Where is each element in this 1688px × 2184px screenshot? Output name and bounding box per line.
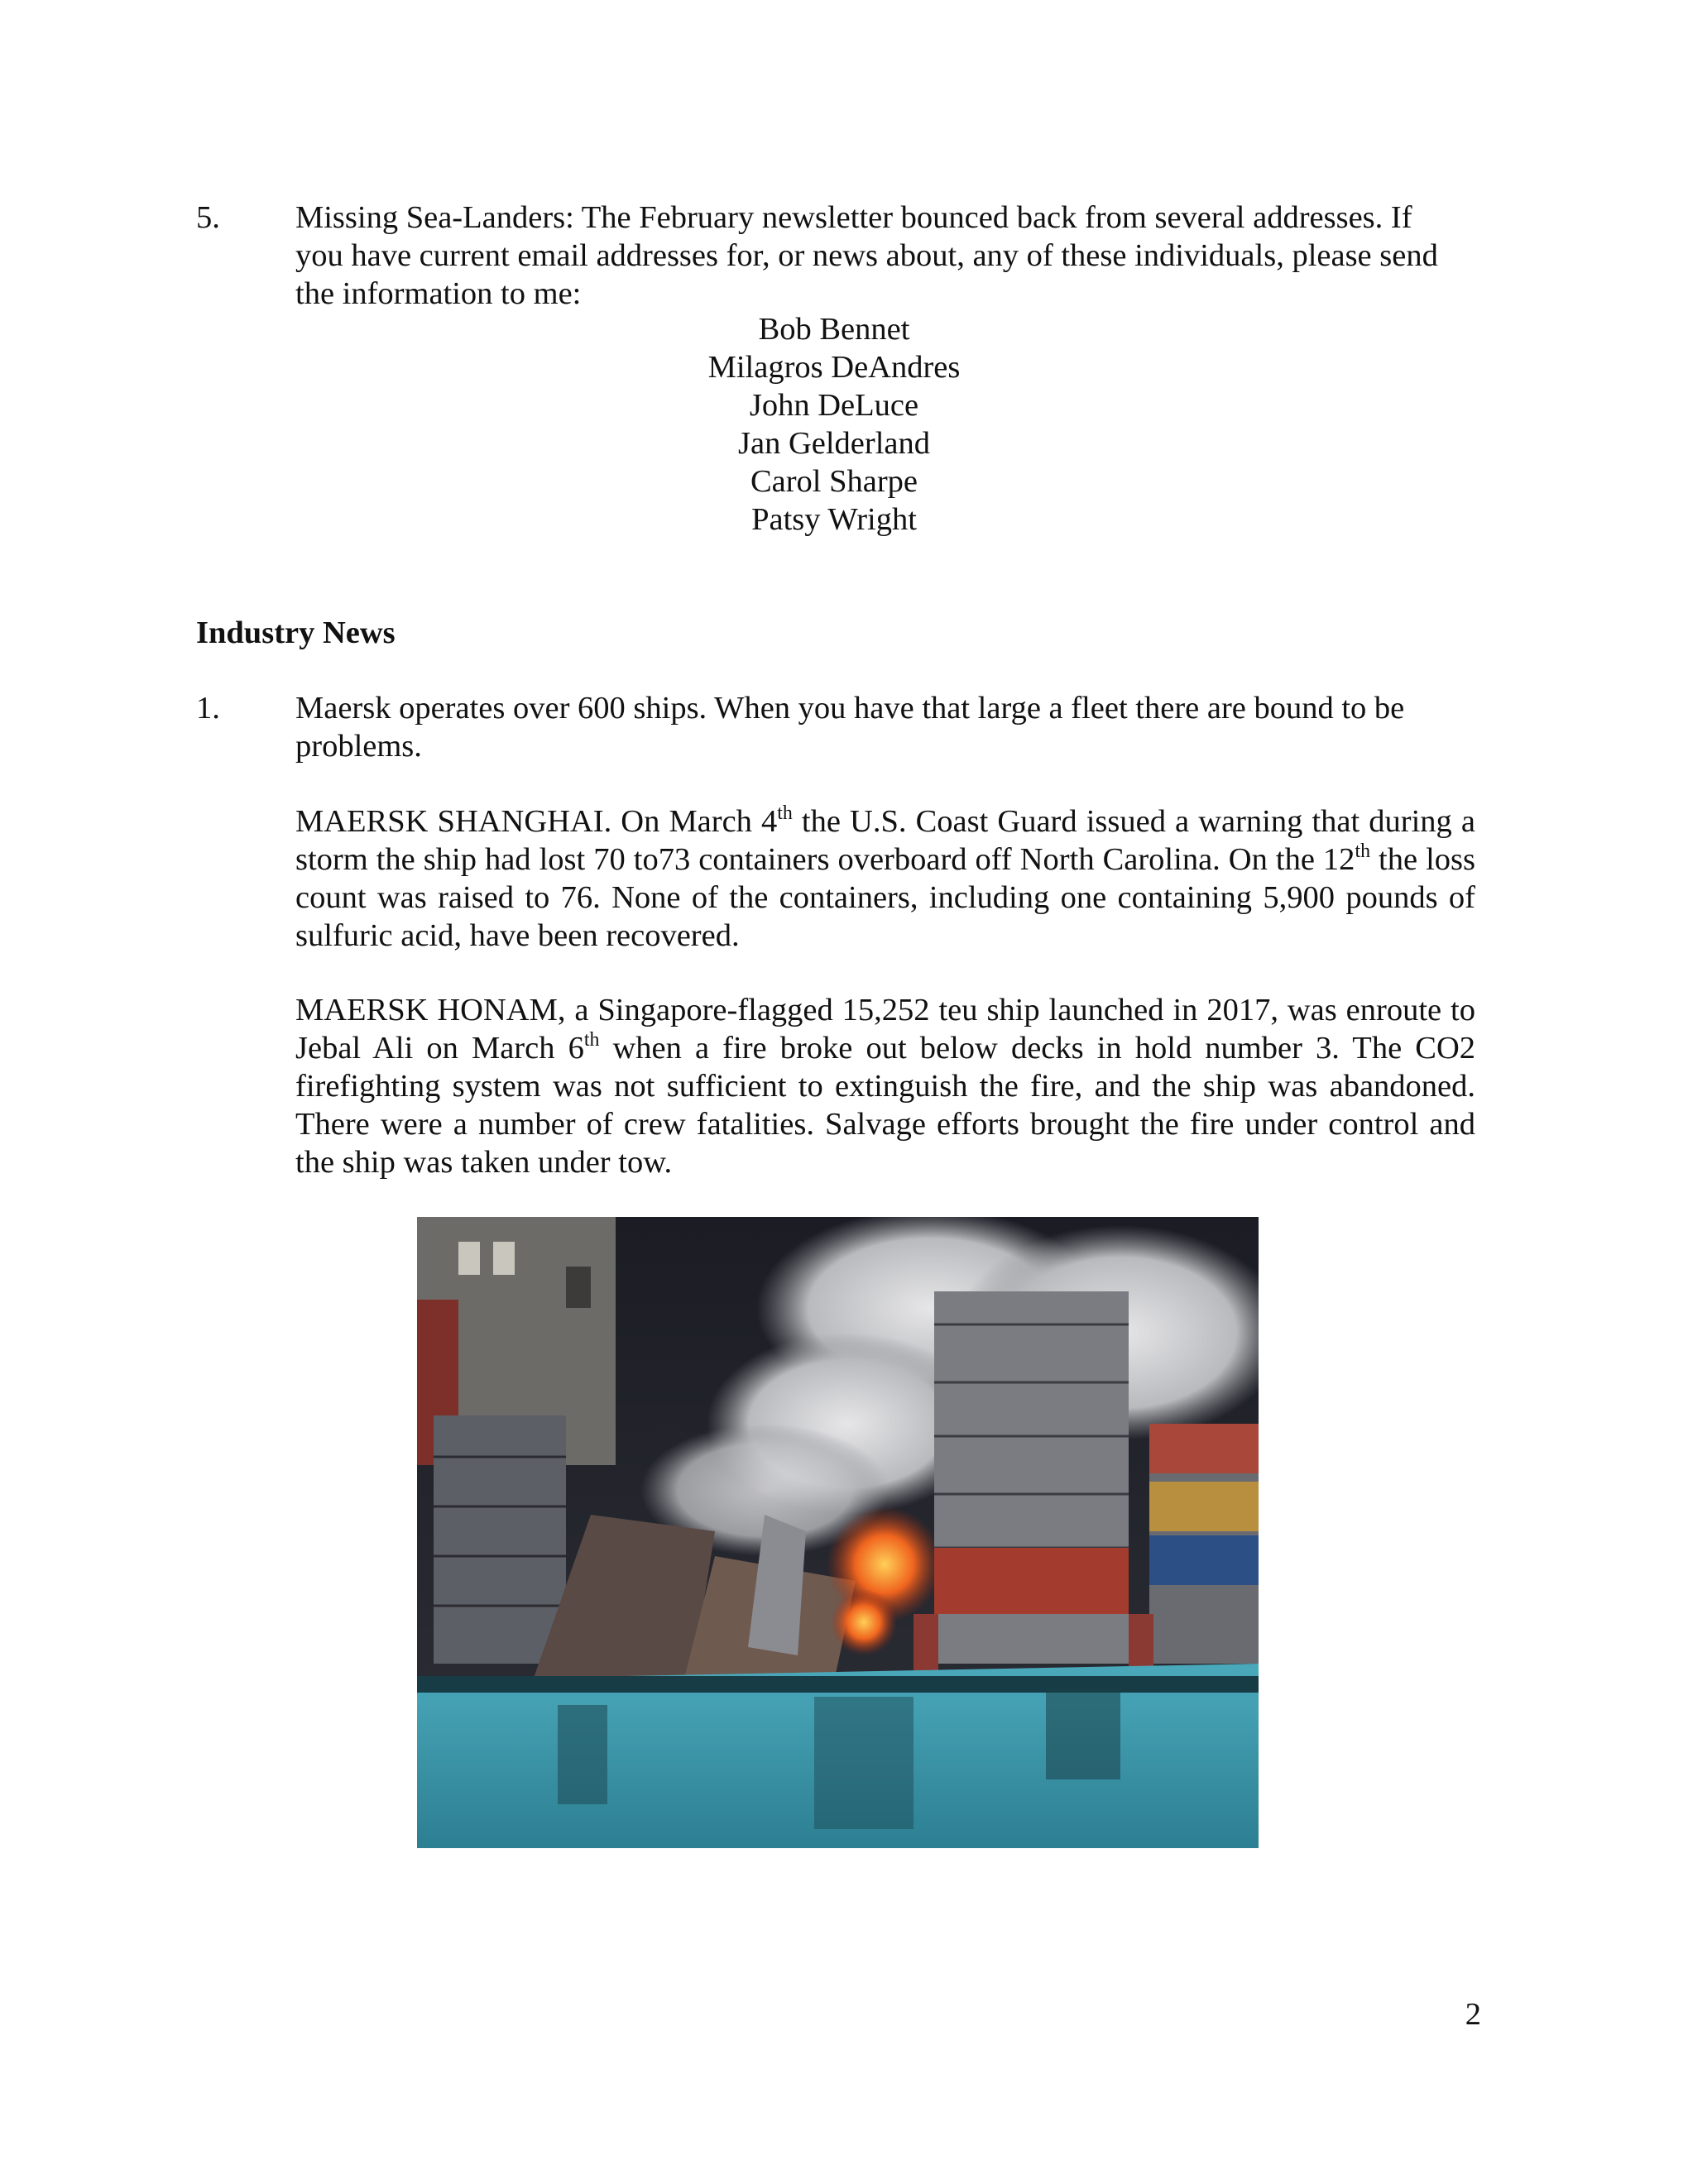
missing-name: Carol Sharpe [750,464,918,499]
shanghai-sup-2: th [1355,841,1370,863]
missing-name: Bob Bennet [758,312,910,347]
item-5-line-2: you have current email addresses for, or news about, any of these individuals, please send [295,238,1438,273]
honam-sup-1: th [583,1029,600,1051]
shanghai-text-1: MAERSK SHANGHAI. On March 4 [295,804,778,839]
shanghai-text-2: the U.S. Coast Guard issued a warning that during a storm the ship had lost 70 to73 containers overboard off North Carolina. On the 12 [295,804,1475,877]
industry-item-1-intro [295,689,1475,765]
maersk-honam-paragraph [295,991,1475,1181]
missing-names-list [503,310,1165,539]
honam-text-1: MAERSK HONAM, a Singapore-flagged 15,252 teu ship launched in 2017, was enroute to Jebal Ali on March 6 [295,993,1475,1066]
missing-name: Milagros DeAndres [707,350,961,385]
missing-name: Patsy Wright [751,502,917,537]
item-5-number: 5. [196,200,220,235]
ship-fire-illustration [417,1217,1259,1848]
page-number: 2 [1465,1997,1481,2032]
item-5-line-1: Missing Sea-Landers: The February newsletter bounced back from several addresses. If [295,200,1412,235]
item-5-text [295,199,1475,313]
maersk-shanghai-paragraph [295,802,1475,955]
intro-line-1: Maersk operates over 600 ships. When you have that large a fleet there are bound to be [295,691,1405,726]
intro-line-2: problems. [295,729,422,764]
missing-name: Jan Gelderland [738,426,930,461]
industry-item-1-number: 1. [196,691,220,726]
shanghai-text-3: the loss count was raised to 76. None of the containers, including one containing 5,900 pounds of sulfuric acid, have been recovered. [295,842,1475,953]
honam-text-2: when a fire broke out below decks in hold number 3. The CO2 firefighting system was not sufficient to extinguish the fire, and the ship was abandoned. There were a number of crew fatalities. Salvage efforts brought the fire under control and the ship was taken under tow. [295,1031,1475,1180]
item-5-line-3: the information to me: [295,276,582,311]
section-heading-industry-news: Industry News [196,615,396,650]
shanghai-sup-1: th [777,802,793,825]
burning-container-ship-photo [417,1217,1259,1848]
missing-name: John DeLuce [749,388,919,423]
